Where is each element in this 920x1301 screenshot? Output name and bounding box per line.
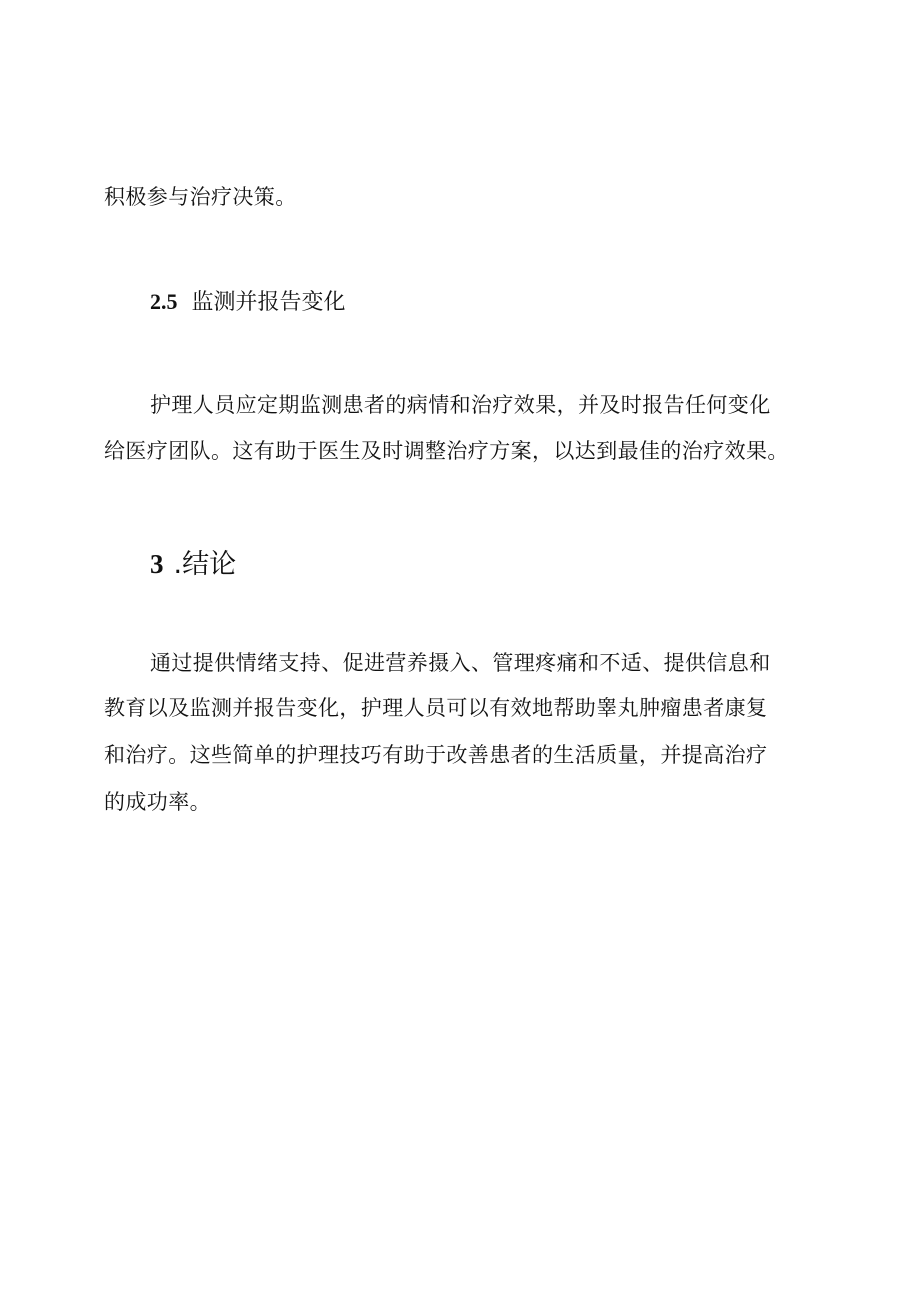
section-2-5-heading: [150, 286, 346, 319]
section-3-line-4: 的成功率。: [104, 790, 211, 814]
section-3-line-1: 通过提供情绪支持、促进营养摄入、管理疼痛和不适、提供信息和: [150, 651, 771, 675]
section-2-5-line-2: 给医疗团队。这有助于医生及时调整治疗方案，以达到最佳的治疗效果。: [104, 439, 789, 463]
section-3-line-3: 和治疗。这些简单的护理技巧有助于改善患者的生活质量，并提高治疗: [104, 743, 768, 767]
section-2-5-number: 2.5: [150, 289, 178, 314]
section-2-5-title: 监测并报告变化: [191, 290, 346, 315]
section-2-5-line-1: 护理人员应定期监测患者的病情和治疗效果，并及时报告任何变化: [150, 393, 771, 417]
paragraph-tail-line: 积极参与治疗决策。: [104, 185, 297, 209]
section-3-title: .结论: [173, 549, 237, 580]
section-3-number: 3: [150, 549, 164, 579]
section-3-heading: [150, 545, 236, 584]
section-3-line-2: 教育以及监测并报告变化，护理人员可以有效地帮助睾丸肿瘤患者康复: [104, 696, 768, 720]
